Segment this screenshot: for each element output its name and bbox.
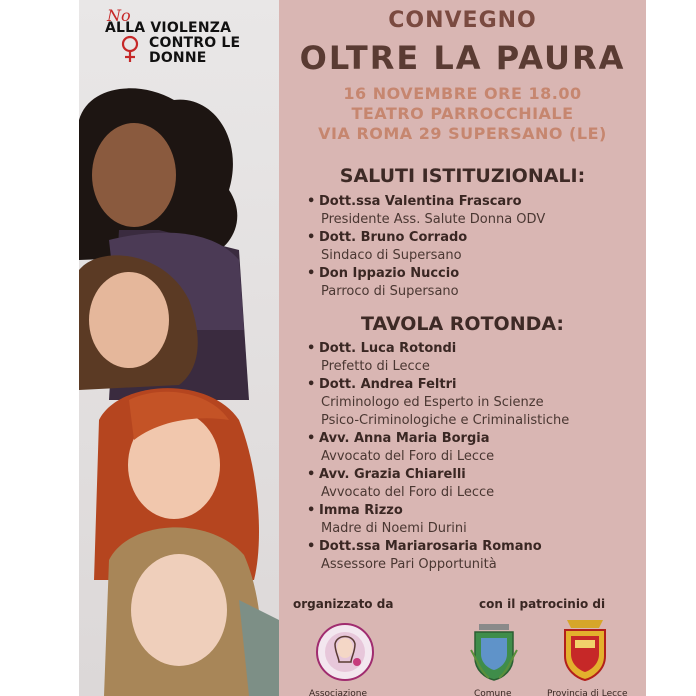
saluti-name-2: • Dott. Bruno Corrado	[307, 230, 468, 245]
logo-line-3: DONNE	[149, 50, 207, 66]
event-kicker: CONVEGNO	[388, 8, 537, 33]
tavola-heading: TAVOLA ROTONDA:	[360, 313, 565, 335]
logo-line-2: CONTRO LE	[149, 35, 241, 51]
comune-crest-icon	[469, 620, 519, 682]
association-caption: Associazione	[309, 689, 367, 696]
event-title: OLTRE LA PAURA	[299, 39, 626, 77]
saluti-name-3: • Don Ippazio Nuccio	[307, 266, 460, 281]
women-photo	[79, 0, 279, 696]
saluti-role-1: Presidente Ass. Salute Donna ODV	[321, 212, 546, 227]
event-date: 16 NOVEMBRE ORE 18.00	[343, 84, 582, 103]
event-poster	[79, 0, 646, 696]
no-violence-logo	[101, 6, 276, 68]
tavola-name-5: • Imma Rizzo	[307, 503, 403, 518]
tavola-role-5: Madre di Noemi Durini	[321, 521, 467, 536]
patronage-label: con il patrocinio di	[479, 597, 606, 611]
saluti-role-2: Sindaco di Supersano	[321, 248, 462, 263]
women-portrait-illustration	[79, 0, 279, 696]
program-panel	[279, 0, 646, 696]
saluti-name-1: • Dott.ssa Valentina Frascaro	[307, 194, 522, 209]
logo-no-text: No	[107, 6, 131, 25]
tavola-name-1: • Dott. Luca Rotondi	[307, 341, 457, 356]
tavola-role-1: Prefetto di Lecce	[321, 359, 430, 374]
venus-symbol-icon	[115, 34, 145, 64]
tavola-role-3: Avvocato del Foro di Lecce	[321, 449, 495, 464]
tavola-name-2: • Dott. Andrea Feltri	[307, 377, 457, 392]
event-venue: TEATRO PARROCCHIALE	[351, 104, 574, 123]
tavola-name-4: • Avv. Grazia Chiarelli	[307, 467, 466, 482]
comune-caption: Comune	[474, 689, 512, 696]
saluti-role-3: Parroco di Supersano	[321, 284, 459, 299]
saluti-heading: SALUTI ISTITUZIONALI:	[339, 165, 586, 187]
tavola-role-2: Criminologo ed Esperto in Scienze	[321, 395, 544, 410]
organized-by-label: organizzato da	[293, 597, 394, 611]
association-logo-icon	[315, 622, 375, 682]
tavola-role-2b: Psico-Criminologiche e Criminalistiche	[321, 413, 570, 428]
tavola-name-6: • Dott.ssa Mariarosaria Romano	[307, 539, 542, 554]
provincia-caption: Provincia di Lecce	[547, 689, 628, 696]
event-address: VIA ROMA 29 SUPERSANO (LE)	[318, 124, 607, 143]
tavola-name-3: • Avv. Anna Maria Borgia	[307, 431, 490, 446]
tavola-role-4: Avvocato del Foro di Lecce	[321, 485, 495, 500]
logo-line-1: ALLA VIOLENZA	[105, 20, 232, 36]
tavola-role-6: Assessore Pari Opportunità	[321, 557, 497, 572]
provincia-crest-icon	[559, 618, 611, 682]
